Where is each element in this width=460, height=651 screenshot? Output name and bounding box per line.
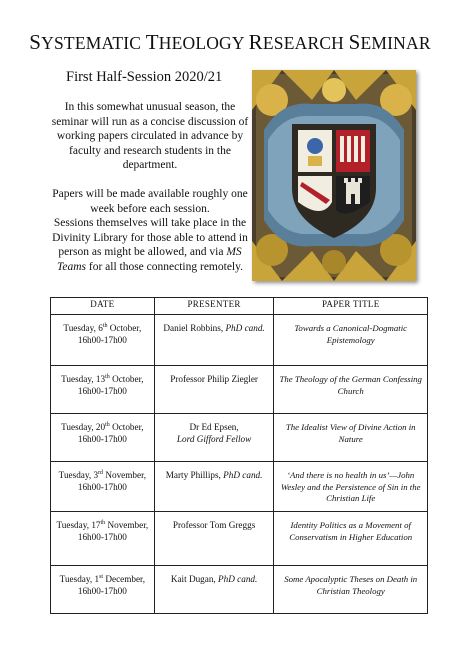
table-row — [51, 462, 428, 512]
session-date: Tuesday, 1st December, 16h00-17h00 — [51, 566, 155, 614]
intro-paragraph-format: In this somewhat unusual season, the seminar will run as a concise discussion of working papers circulated in advance by faculty and research students in the department. — [51, 101, 249, 172]
presenter: Dr Ed Epsen, Lord Gifford Fellow — [154, 414, 274, 462]
paper-title: Towards a Canonical-Dogmatic Epistemology — [274, 315, 428, 366]
header-paper-title: PAPER TITLE — [274, 298, 428, 315]
table-row — [51, 414, 428, 462]
table-row — [51, 366, 428, 414]
session-subtitle: First Half-Session 2020/21 — [66, 69, 223, 85]
presenter: Kait Dugan, PhD cand. — [154, 566, 274, 614]
session-date: Tuesday, 6th October, 16h00-17h00 — [51, 315, 155, 366]
paper-title: Identity Politics as a Movement of Conservatism in Higher Education — [274, 512, 428, 566]
session-date: Tuesday, 17th November, 16h00-17h00 — [51, 512, 155, 566]
presenter: Marty Phillips, PhD cand. — [154, 462, 274, 512]
presenter: Professor Tom Greggs — [154, 512, 274, 566]
seminar-schedule-table — [50, 297, 428, 614]
intro-paragraph-availability: Papers will be made available roughly one week before each session. — [52, 188, 248, 215]
paper-title: The Theology of the German Confessing Church — [274, 366, 428, 414]
header-presenter: PRESENTER — [154, 298, 274, 315]
table-row — [51, 566, 428, 614]
session-date: Tuesday, 3rd November, 16h00-17h00 — [51, 462, 155, 512]
table-row — [51, 315, 428, 366]
session-date: Tuesday, 20th October, 16h00-17h00 — [51, 414, 155, 462]
table-header-row — [51, 298, 428, 315]
paper-title: Some Apocalyptic Theses on Death in Christian Theology — [274, 566, 428, 614]
session-date: Tuesday, 13th October, 16h00-17h00 — [51, 366, 155, 414]
seminar-title: SYSTEMATIC THEOLOGY RESEARCH SEMINAR — [29, 30, 431, 54]
intro-paragraph-location: Sessions themselves will take place in the Divinity Library for those able to attend in person as might be allowed, and via MS Teams for all those connecting remotely. — [52, 217, 248, 273]
presenter: Professor Philip Ziegler — [154, 366, 274, 414]
header-date: DATE — [51, 298, 155, 315]
table-row — [51, 512, 428, 566]
presenter: Daniel Robbins, PhD cand. — [154, 315, 274, 366]
paper-title: The Idealist View of Divine Action in Nature — [274, 414, 428, 462]
stained-glass-window-image — [252, 70, 416, 281]
paper-title: ‘And there is no health in us’—John Wesley and the Persistence of Sin in the Christian Life — [274, 462, 428, 512]
